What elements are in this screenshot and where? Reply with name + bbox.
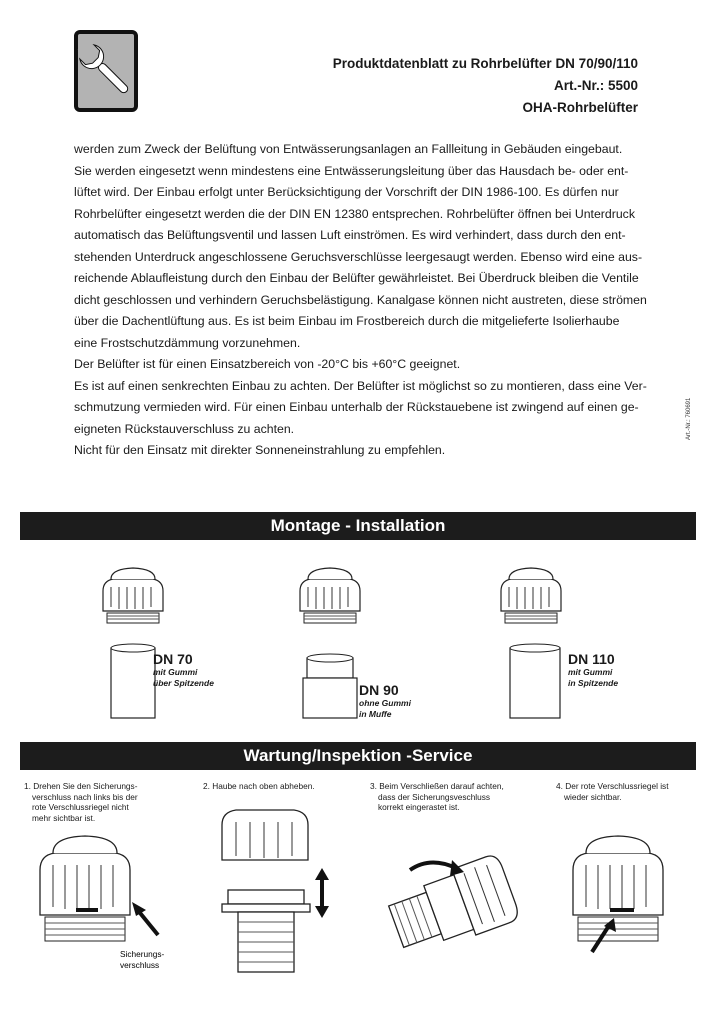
text-line: lüftet wird. Der Einbau erfolgt unter Berücksichtigung der Vorschrift der DIN 1986-100. Es dürfen nur: [74, 185, 619, 199]
montage-label-dn90: DN 90 ohne Gummi in Muffe: [359, 682, 411, 719]
dn110-vent-cap: [501, 568, 561, 623]
double-arrow-icon: [315, 868, 329, 918]
text-line: Es ist auf einen senkrechten Einbau zu achten. Der Belüfter ist möglichst so zu montieren, dass eine Ver-: [74, 378, 647, 393]
product-name: OHA-Rohrbelüfter: [522, 100, 638, 115]
text-line: stehenden Unterdruck angeschlossene Geruchsverschlüsse leergesaugt werden. Ebenso wird eine aus-: [74, 249, 643, 264]
text-line: schmutzung vermieden wird. Für einen Einbau unterhalb der Rückstauebene ist zwingend auf einen ge-: [74, 400, 639, 414]
text-line: automatisch das Belüftungsventil und lassen Luft einströmen. Es wird verhindert, dass durch den ent-: [74, 228, 626, 242]
locking-bar: [76, 908, 98, 912]
service-illustrations: [0, 800, 724, 1015]
step-2-text: 2. Haube nach oben abheben.: [203, 781, 315, 791]
dn110-pipe: [510, 644, 560, 718]
wrench-icon: [74, 30, 138, 112]
article-number: Art.-Nr.: 5500: [553, 78, 638, 93]
step-1-text: 1. Drehen Sie den Sicherungs- verschluss nach links bis der rote Verschlussriegel nicht mehr sichtbar ist.: [24, 781, 138, 823]
dn90-pipe: [303, 654, 357, 718]
dn90-vent-cap: [300, 568, 360, 623]
document-title: Produktdatenblatt zu Rohrbelüfter DN 70/90/110: [332, 56, 638, 71]
montage-label-dn70: DN 70 mit Gummi über Spitzende: [153, 651, 214, 688]
callout-label-1: Sicherungs-: [120, 949, 165, 959]
rotate-arrow-icon: [410, 860, 464, 876]
step-4-text: 4. Der rote Verschlussriegel ist wieder sichtbar.: [556, 781, 669, 802]
step-2-cap-lifted: [222, 810, 308, 860]
text-line: eigneten Rückstauverschluss zu achten.: [74, 421, 295, 436]
dn70-pipe: [111, 644, 155, 718]
text-line: eine Frostschutzdämmung vorzunehmen.: [74, 335, 301, 350]
description-text: [74, 139, 646, 462]
text-line: über die Dachentlüftung aus. Es ist beim Einbau im Frostbereich durch die mitgelieferte Isolierhaube: [74, 314, 620, 328]
arrow-icon: [132, 902, 158, 935]
article-code-vertical: Art.-Nr.: 760691: [686, 397, 692, 440]
text-line: dicht geschlossen und verhindern Geruchsbelästigung. Kanalgase können nicht austreten, diese strömen: [74, 292, 647, 307]
text-line: Der Belüfter ist für einen Einsatzbereich von -20°C bis +60°C geeignet.: [74, 357, 461, 371]
wartung-section-title: Wartung/Inspektion -Service: [20, 742, 696, 770]
step-1-vent: [40, 836, 130, 941]
locking-bar-visible: [610, 908, 634, 912]
step-4-vent: [573, 836, 663, 941]
text-line: werden zum Zweck der Belüftung von Entwässerungsanlagen an Fallleitung in Gebäuden eingebaut.: [74, 142, 623, 156]
callout-label-2: verschluss: [120, 960, 160, 970]
step-2-base: [222, 890, 310, 972]
text-line: reichende Ablaufleistung durch den Einbau der Belüfter gewährleistet. Bei Überdruck bleiben die Ventile: [74, 271, 639, 285]
text-line: Nicht für den Einsatz mit direkter Sonneneinstrahlung zu empfehlen.: [74, 443, 446, 457]
text-line: Rohrbelüfter eingesetzt werden die der DIN EN 12380 entsprechen. Rohrbelüfter öffnen bei Unterdruck: [74, 206, 635, 221]
text-line: Sie werden eingesetzt wenn mindestens eine Entwässerungsleitung über das Hausdach be- oder ent-: [74, 163, 629, 178]
step-3-text: 3. Beim Verschließen darauf achten, dass der Sicherungsveschluss korrekt eingerastet ist.: [370, 781, 504, 812]
montage-section-title: Montage - Installation: [20, 512, 696, 540]
montage-label-dn110: DN 110 mit Gummi in Spitzende: [568, 651, 619, 688]
dn70-vent-cap: [103, 568, 163, 623]
